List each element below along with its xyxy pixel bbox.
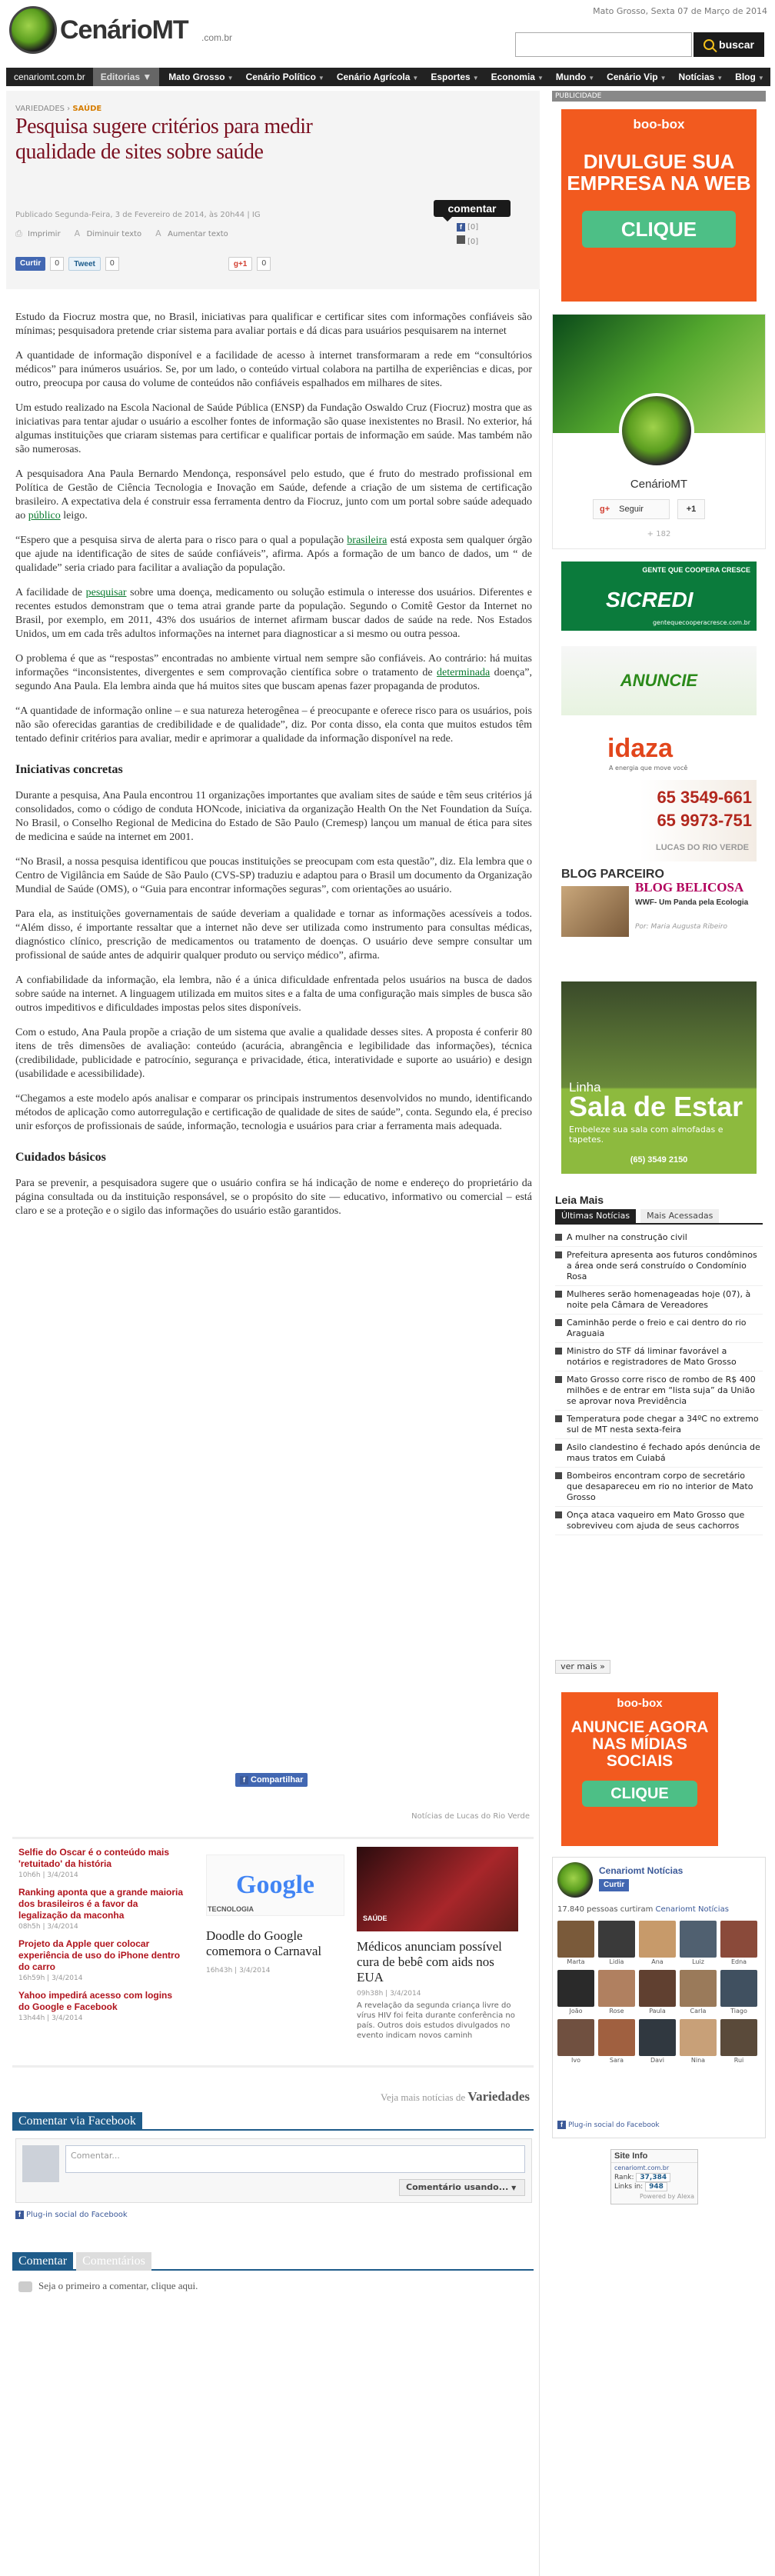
likebox-face[interactable]	[720, 1921, 757, 1965]
list-item-label[interactable]: Mulheres serão homenageadas hoje (07), à noite pela Câmara de Vereadores	[567, 1289, 751, 1310]
bullet-icon	[555, 1319, 562, 1326]
article-tools	[15, 229, 228, 238]
nav-item-label: Esportes	[431, 72, 471, 82]
face-name: Paula	[649, 2008, 666, 2014]
paragraph-text: O problema é que as “respostas” encontradas no ambiente virtual nem sempre são confiáveis. Ao contrário: há muitas informações “inconsistentes, divergentes e sem comprovação científica sobre o tratamento de	[15, 653, 532, 678]
ad-sala-de-estar[interactable]	[561, 981, 757, 1174]
face-avatar[interactable]	[557, 1921, 594, 1958]
tab-ultimas-noticias[interactable]: Últimas Notícias	[555, 1209, 636, 1223]
list-item[interactable]	[555, 1247, 763, 1286]
nav-item-label: Blog	[735, 72, 756, 82]
gplus-button[interactable]: g+1	[228, 257, 253, 271]
article-paragraph: A quantidade de informação disponível e a facilidade de acesso à internet transformaram a rede em “consultórios médicos” para inúmeros usuários. Se, por um lado, o conteúdo virtual colabora na partilha de experiências e dicas, por outro, preocupa por causa do volume de conteúdos não confiáveis espalhados em milhares de sites.	[15, 350, 532, 389]
likebox-face[interactable]	[598, 1970, 635, 2014]
chevron-down-icon: ▼	[757, 75, 764, 82]
idaza-brand: idaza	[607, 734, 674, 763]
idaza-tagline: A energia que move você	[609, 765, 688, 771]
list-item[interactable]	[555, 1229, 763, 1247]
face-avatar[interactable]	[680, 2019, 717, 2056]
article-paragraph: Estudo da Fiocruz mostra que, no Brasil, iniciativas para qualificar e certificar sites com informações confiáveis são mínimas; pesquisadora pretende criar sistema para avaliar portais e dá dicas para usuários pesquisarem na internet	[15, 312, 532, 337]
comment-tabs	[12, 2252, 534, 2271]
face-name: João	[569, 2008, 583, 2014]
inline-link[interactable]: brasileira	[347, 535, 388, 546]
logo-mark[interactable]	[9, 6, 57, 54]
siteinfo-links	[611, 2182, 697, 2191]
related-feature-aids[interactable]	[357, 1847, 518, 2041]
see-more-link[interactable]	[381, 2089, 530, 2104]
inline-link[interactable]: público	[28, 510, 61, 522]
face-name: Rose	[609, 2008, 624, 2014]
related-date: 08h5h | 3/4/2014	[18, 1923, 78, 1931]
fb-comments-title: Comentar via Facebook	[12, 2112, 142, 2131]
comment-using-label: Comentário usando...	[406, 2182, 509, 2192]
face-name: Luiz	[692, 1958, 704, 1965]
tab-comentar[interactable]: Comentar	[12, 2252, 73, 2271]
avatar	[22, 2145, 59, 2182]
sala-title: Sala de Estar	[569, 1091, 743, 1122]
article-paragraph: “No Brasil, a nossa pesquisa identificou que poucas instituições se preocupam com esta questão”, diz. Ela lembra que o Centro de Vigilância em Saúde de São Paulo (CVS-SP) traduziu e adaptou para o Brasil um documento da Organização Mundial de Saúde (OMS), o “Guia para encontrar informações seguras”, com orientações ao usuário.	[15, 856, 532, 895]
siteinfo-rank	[611, 2173, 697, 2182]
likebox-face[interactable]	[557, 1921, 594, 1965]
see-more-section: Variedades	[467, 2089, 530, 2104]
nav-item-cenario-politico[interactable]	[240, 68, 331, 86]
nav-item-label: Cenário Vip	[607, 72, 658, 82]
likebox-face[interactable]	[720, 2019, 757, 2064]
face-name: Lidia	[609, 1958, 624, 1965]
doodle-title[interactable]: Doodle do Google comemora o Carnaval	[206, 1928, 322, 1958]
likebox-face[interactable]	[720, 1970, 757, 2014]
bullet-icon	[555, 1415, 562, 1422]
sicredi-brand: SICREDI	[606, 588, 694, 612]
article-paragraph	[15, 534, 532, 575]
ad-idaza[interactable]	[561, 729, 757, 775]
article-header	[6, 91, 540, 289]
face-avatar[interactable]	[557, 2019, 594, 2056]
paragraph-text: está exposta sem qualquer órgão que ajude na identificação de sites de saúde confiáveis”, afirma. Após a formação de um banco de dados, um “ de qualidade” seria criado para facilitar a avaliação da população.	[15, 535, 533, 574]
article-paragraph	[15, 468, 532, 523]
face-name: Carla	[690, 2008, 707, 2014]
sala-phone: (65) 3549 2150	[630, 1155, 688, 1165]
face-avatar[interactable]	[639, 1921, 676, 1958]
decrease-text-tool[interactable]	[75, 229, 142, 238]
phone-2: 65 9973-751	[657, 811, 752, 830]
read-more-title: Leia Mais	[555, 1194, 604, 1206]
phone-1: 65 3549-661	[657, 788, 752, 807]
read-more-tabs	[555, 1209, 763, 1225]
share-row	[15, 257, 271, 271]
face-name: Ana	[651, 1958, 664, 1965]
likebox-face[interactable]	[639, 1970, 676, 2014]
list-item-label[interactable]: Asilo clandestino é fechado após denúncia de maus tratos em Cuiabá	[567, 1442, 760, 1463]
list-item[interactable]	[555, 1468, 763, 1507]
face-name: Tiago	[730, 2008, 747, 2014]
siteinfo-links-label: Links in:	[614, 2183, 644, 2191]
printer-icon: ⎙	[15, 228, 22, 238]
breadcrumb-prefix[interactable]: VARIEDADES	[15, 105, 65, 113]
article-body	[15, 311, 532, 1229]
logo-text[interactable]: CenárioMT	[60, 15, 188, 45]
chevron-down-icon: ▼	[412, 75, 419, 82]
list-item-label[interactable]: Temperatura pode chegar a 34ºC no extremo sul de MT nesta sexta-feira	[567, 1414, 759, 1435]
article-paragraph: Para se prevenir, a pesquisadora sugere que o usuário confira se há indicação de nome e endereço do proprietário da página consultada ou da instituição responsável, se o propósito do site — educativo, informativo ou comercial – está claro e se a proteção e o sigilo das informações do usuário estão garantidos.	[15, 1178, 532, 1217]
list-item[interactable]	[555, 1315, 763, 1343]
list-item-label[interactable]: A mulher na construção civil	[567, 1232, 687, 1242]
gplus-count: 0	[257, 257, 271, 271]
likebox-like-button[interactable]: Curtir	[599, 1879, 629, 1891]
nav-item-cenario-agricola[interactable]	[331, 68, 425, 86]
nav-item-cenario-vip[interactable]	[600, 68, 672, 86]
aids-date: 09h38h | 3/4/2014	[357, 1990, 421, 1998]
paragraph-text: A pesquisadora Ana Paula Bernardo Mendonça, responsável pelo estudo, que é fruto do mestrado profissional em Política de Gestão de Ciência Tecnologia e Inovação em Saúde, defende a criação de um sistema de certificação brasileiro. A expectativa dela é construir essa ferramenta dentro da Fiocruz, junto com um portal sobre saúde adequado ao	[15, 468, 532, 522]
search-icon	[703, 39, 714, 50]
bullet-icon	[555, 1376, 562, 1383]
facebook-icon: f	[557, 2121, 566, 2129]
face-name: Nina	[690, 2057, 706, 2064]
likebox-count	[557, 1905, 729, 1914]
read-more-list	[555, 1229, 763, 1535]
article-paragraph: Com o estudo, Ana Paula propõe a criação de um sistema que avalie a qualidade desses sites. A proposta é conferir 80 itens de três dimensões de avaliação: conteúdo (acurácia, abrangência e legibilidade das informações), técnica (credibilidade, publicidade e patrocínio, segurança e privacidade, ética, interatividade e suporte ao usuário) e design (usabilidade e acessibilidade).	[15, 1027, 532, 1080]
ad-label: PUBLICIDADE	[552, 91, 766, 102]
decrease-text-label: Diminuir texto	[86, 229, 142, 238]
bullet-icon	[555, 1472, 562, 1479]
face-avatar[interactable]	[720, 1921, 757, 1958]
see-more-button[interactable]: ver mais »	[555, 1660, 610, 1674]
aids-image[interactable]	[357, 1847, 518, 1931]
article-subheading: Iniciativas concretas	[15, 763, 123, 776]
fb-count-value: [0]	[467, 223, 479, 232]
fb-page-name[interactable]: CenárioMT	[630, 478, 688, 491]
face-name: Edna	[730, 1958, 747, 1965]
nav-item-label: Mundo	[555, 72, 587, 82]
nav-item-label: Notícias	[678, 72, 715, 82]
article-paragraph: A confiabilidade da informação, ela lembra, não é a única dificuldade enfrentada pelos usuários na busca de dados sobre saúde na internet. A linguagem utilizada em muitos sites e a falta de uma configuração mais simples de busca são outros impeditivos e dificuldades impostas pelos sites disponíveis.	[15, 975, 532, 1014]
published-date: Publicado Segunda-Feira, 3 de Fevereiro de 2014, às 20h44 | IG	[15, 211, 261, 219]
likebox-face[interactable]	[598, 1921, 635, 1965]
likebox-face[interactable]	[639, 1921, 676, 1965]
bullet-icon	[555, 1234, 562, 1241]
siteinfo-domain: cenariomt.com.br	[614, 2164, 670, 2171]
inline-link[interactable]: pesquisar	[85, 587, 127, 598]
likebox-face[interactable]	[598, 2019, 635, 2064]
nav-item-label: Mato Grosso	[168, 72, 225, 82]
gplus-count: + 182	[647, 530, 671, 538]
list-item[interactable]	[18, 1887, 186, 1931]
bullet-icon	[555, 1251, 562, 1258]
search-button-label: buscar	[719, 38, 754, 51]
gplus-plus-button[interactable]: +1	[677, 499, 705, 519]
face-avatar[interactable]	[598, 1970, 635, 2007]
nav-item-mundo[interactable]	[550, 68, 600, 86]
ad-sicredi[interactable]	[561, 562, 757, 631]
ad-logo: boo-box	[617, 1697, 663, 1710]
face-name: Sara	[609, 2057, 624, 2064]
ad-click-button[interactable]: CLIQUE	[582, 211, 736, 248]
likebox-face[interactable]	[680, 1921, 717, 1965]
increase-text-label: Aumentar texto	[168, 229, 228, 238]
related-title[interactable]: Yahoo impedirá acesso com logins do Google e Facebook	[18, 1990, 173, 2012]
related-title[interactable]: Ranking aponta que a grande maioria dos brasileiros é a favor da legalização da maconha	[18, 1887, 184, 1921]
nav-item-economia[interactable]	[485, 68, 550, 86]
facebook-like-button[interactable]: Curtir	[15, 257, 45, 271]
likebox-face[interactable]	[557, 1970, 594, 2014]
article-paragraph: “A quantidade de informação online – e sua natureza heterogênea – é preocupante e oferece risco para os usuários, pois não são oferecidas garantias de credibilidade e de qualidade”, diz. Por conta disso, ela conta que muitos estudos têm tentado definir critérios para avaliar, medir e aprimorar a qualidade da informação disponível na rede.	[15, 705, 532, 745]
logo-suffix: .com.br	[201, 32, 233, 43]
article-paragraph: Um estudo realizado na Escola Nacional de Saúde Pública (ENSP) da Fundação Oswaldo Cruz (Fiocruz) mostra que as iniciativas para tentar ajudar o usuário a escolher fontes de informação são quase inexistentes no Brasil. No exterior, há algumas instituições que criaram sistemas para certificar e qualificar portais de informação em saúde. Mas também não são numerosas.	[15, 402, 532, 455]
doodle-date: 16h43h | 3/4/2014	[206, 1967, 271, 1974]
face-avatar[interactable]	[639, 1970, 676, 2007]
breadcrumb-section[interactable]: SAÚDE	[72, 105, 102, 113]
search-button[interactable]	[694, 32, 764, 57]
likebox-face[interactable]	[639, 2019, 676, 2064]
paragraph-text: A facilidade de	[15, 587, 86, 598]
comment-icon	[457, 235, 465, 244]
nav-item-noticias[interactable]	[673, 68, 730, 86]
related-date: 16h59h | 3/4/2014	[18, 1974, 83, 1982]
list-item-label[interactable]: Bombeiros encontram corpo de secretário que desapareceu em rio no interior de Mato Grosso	[567, 1471, 753, 1502]
fb-plugin-label: Plug-in social do Facebook	[26, 2211, 128, 2219]
ad-click-button[interactable]: CLIQUE	[582, 1781, 697, 1807]
blog-partner[interactable]	[561, 868, 757, 938]
fb-count-row	[457, 223, 478, 232]
face-avatar[interactable]	[680, 1921, 717, 1958]
chevron-down-icon: ▼	[472, 75, 479, 82]
list-item-label[interactable]: Ministro do STF dá liminar favorável a notários e registradores de Mato Grosso	[567, 1346, 737, 1367]
likebox-page-name[interactable]: Cenariomt Notícias	[599, 1865, 684, 1876]
first-comment-link[interactable]	[18, 2280, 198, 2292]
face-avatar[interactable]	[680, 1970, 717, 2007]
related-title[interactable]: Projeto da Apple quer colocar experiência de uso do iPhone dentro do carro	[18, 1938, 181, 1972]
fb-page-logo[interactable]	[619, 393, 694, 468]
comment-input[interactable]: Comentar...	[65, 2145, 525, 2173]
facebook-icon: f	[457, 223, 465, 232]
alexa-site-info[interactable]	[610, 2149, 698, 2204]
article-paragraph	[15, 586, 532, 642]
face-name: Rui	[733, 2057, 744, 2064]
sicredi-slogan: GENTE QUE COOPERA CRESCE	[642, 566, 750, 574]
ad-boo-box-social[interactable]	[561, 1692, 718, 1846]
chevron-down-icon: ▼	[227, 75, 234, 82]
fb-page-box	[552, 314, 766, 549]
comment-count-value: [0]	[467, 238, 479, 246]
tab-comentarios[interactable]: Comentários	[76, 2252, 151, 2271]
header	[0, 0, 775, 66]
face-avatar[interactable]	[720, 2019, 757, 2056]
list-item[interactable]	[555, 1286, 763, 1315]
aids-tag: SAÚDE	[363, 1915, 388, 1922]
related-date: 13h44h | 3/4/2014	[18, 2014, 83, 2022]
nav-item-mato-grosso[interactable]	[162, 68, 239, 86]
facebook-icon: f	[15, 2211, 24, 2219]
ad-boo-box[interactable]	[561, 109, 757, 302]
text-increase-icon: A	[155, 228, 161, 238]
fb-plugin-link[interactable]	[15, 2211, 128, 2219]
blog-image[interactable]	[561, 886, 629, 937]
article-paragraph: “Chegamos a este modelo após analisar e comparar os principais instrumentos desenvolvidos no mundo, identificando métodos de aplicação como autorregulação e certificação de qualidade de sites de saúde”, conta. Segundo ela, é preciso unir esforços de profissionais de saúde, informação, tecnologia e usuários para criar a ferramenta mais adequada.	[15, 1093, 532, 1132]
face-avatar[interactable]	[598, 2019, 635, 2056]
fb-comments-header	[12, 2112, 534, 2131]
nav-item-blog[interactable]	[729, 68, 770, 86]
list-item[interactable]	[555, 1343, 763, 1371]
search-input[interactable]	[515, 32, 692, 57]
page-title: Pesquisa sugere critérios para medir qualidade de sites sobre saúde	[15, 115, 313, 164]
list-item[interactable]	[555, 1439, 763, 1468]
text-decrease-icon: A	[74, 228, 81, 238]
bullet-icon	[555, 1291, 562, 1298]
siteinfo-title: Site Info	[611, 2150, 697, 2163]
article-paragraph: Para ela, as instituições governamentais de saúde deveriam a qualidade e tornar as informações acessíveis a todos. “Além disso, é importante ressaltar que a internet não deve ser utilizada como instrumento para consultas médicas, diagnóstico clínico, prescrição de medicamentos ou tratamento de doenças. O usuário deve sempre consultar um profissional de saúde antes de adquirir qualquer produto ou serviço médico”, afirma.	[15, 908, 532, 961]
related-feature-doodle[interactable]	[206, 1855, 344, 1974]
paragraph-text: doença”, segundo Ana Paula. Ela lembra ainda que há muitos sites que buscam apenas fazer propaganda de produtos.	[15, 667, 532, 692]
bullet-icon	[555, 1444, 562, 1451]
inline-link[interactable]: determinada	[437, 667, 491, 678]
aids-title[interactable]: Médicos anunciam possível cura de bebê com aids nos EUA	[357, 1939, 502, 1984]
related-news	[12, 1837, 534, 2068]
siteinfo-powered: Powered by Alexa	[639, 2193, 694, 2200]
chevron-down-icon: ▼	[588, 75, 595, 82]
comment-using-dropdown[interactable]	[399, 2179, 525, 2196]
bullet-icon	[555, 1348, 562, 1355]
chevron-down-icon: ▼	[717, 75, 723, 82]
list-item[interactable]	[555, 1371, 763, 1411]
related-date: 10h6h | 3/4/2014	[18, 1871, 78, 1879]
aids-snippet: A revelação da segunda criança livre do vírus HIV foi feita durante conferência no país. Outros dois estudos divulgados no evento indicam novos caminh	[357, 2001, 515, 2040]
sicredi-url: gentequecooperacresce.com.br	[652, 619, 750, 626]
face-name: Marta	[567, 1958, 585, 1965]
siteinfo-links-value: 948	[645, 2182, 667, 2191]
list-item-label[interactable]: Prefeitura apresenta aos futuros condôminos a área onde será construído o Condomínio Rosa	[567, 1250, 757, 1281]
ad-headline: ANUNCIE AGORA NAS MÍDIAS SOCIAIS	[570, 1718, 709, 1770]
paragraph-text: sobre uma doença, medicamento ou solução estimula o interesse dos usuários. Diferentes e recentes estudos demonstram que o tema atrai grande parte da população. Segundo o Comitê Gestor da Internet no Brasil, por exemplo, em 2011, 43% dos usuários de internet afirmam buscar dados de saúde na rede. Nos Estados Unidos, um em cada três adultos informações na internet para diagnosticar a si mesmo ou outra pessoa.	[15, 587, 532, 640]
article-subheading: Cuidados básicos	[15, 1151, 106, 1164]
list-item[interactable]	[18, 1847, 186, 1879]
list-item-label[interactable]: Mato Grosso corre risco de rombo de R$ 400 milhões e de entrar em “lista suja” da União se aprovar nova Previdência	[567, 1375, 756, 1406]
main-column	[6, 91, 540, 2576]
likebox-faces	[557, 1921, 759, 2064]
chevron-down-icon: ▼	[142, 72, 152, 82]
doodle-tag: TECNOLOGIA	[208, 1905, 254, 1913]
list-item-label[interactable]: Caminhão perde o freio e cai dentro do rio Araguaia	[567, 1318, 747, 1338]
article-paragraph: Durante a pesquisa, Ana Paula encontrou 11 organizações importantes que avaliam sites de saúde e têm seus critérios já consolidados, como o código de conduta HONcode, iniciativa da organização Health On the Net Foundation da Suíça. No Brasil, o Conselho Regional de Medicina do Estado de São Paulo (Cremesp) lançou um manual de ética para sites de medicina e saúde na internet em 2001.	[15, 790, 532, 843]
date-line: Mato Grosso, Sexta 07 de Março de 2014	[593, 6, 767, 16]
face-avatar[interactable]	[720, 1970, 757, 2007]
ad-logo: boo-box	[633, 117, 685, 132]
likebox-count-prefix: 17.840 pessoas curtiram	[557, 1905, 654, 1914]
see-more-prefix: Veja mais notícias de	[381, 2091, 466, 2103]
face-avatar[interactable]	[557, 1970, 594, 2007]
comment-box	[15, 2138, 532, 2203]
chevron-down-icon: ▼	[511, 2184, 517, 2191]
breadcrumb: VARIEDADES › SAÚDE	[15, 105, 102, 113]
related-title[interactable]: Selfie do Oscar é o conteúdo mais 'retuitado' da história	[18, 1847, 170, 1869]
tweet-button[interactable]: Tweet	[68, 257, 101, 271]
nav-editorias[interactable]	[93, 68, 160, 86]
list-item[interactable]	[555, 1411, 763, 1439]
facebook-share-button[interactable]	[235, 1773, 308, 1787]
tab-mais-acessadas[interactable]: Mais Acessadas	[640, 1209, 719, 1223]
like-count: 0	[50, 257, 64, 271]
likebox-plugin-label: Plug-in social do Facebook	[568, 2121, 660, 2129]
likebox-page-logo[interactable]	[557, 1862, 593, 1898]
bullet-icon	[555, 1511, 562, 1518]
nav-item-label: Cenário Agrícola	[336, 72, 411, 82]
likebox-face[interactable]	[557, 2019, 594, 2064]
paragraph-text: leigo.	[60, 510, 88, 522]
nav-site-link[interactable]: cenariomt.com.br	[6, 68, 93, 86]
doodle-image-text: Google	[236, 1871, 314, 1899]
chevron-down-icon: ▼	[318, 75, 324, 82]
speech-bubble-icon	[18, 2281, 32, 2292]
likebox-face[interactable]	[680, 2019, 717, 2064]
lucas-name: LUCAS DO RIO VERDE	[655, 843, 749, 852]
blog-author: Por: Maria Augusta Ribeiro	[635, 923, 727, 931]
gplus-follow-label: Seguir	[619, 505, 644, 514]
chevron-down-icon: ▼	[660, 75, 667, 82]
increase-text-tool[interactable]	[155, 229, 228, 238]
facebook-share-label: Compartilhar	[251, 1775, 304, 1785]
nav-editorias-label: Editorias	[100, 72, 141, 82]
gplus-follow-button[interactable]	[593, 499, 670, 519]
list-item[interactable]	[18, 1938, 186, 1982]
navbar	[6, 68, 770, 86]
blog-name[interactable]: BLOG BELICOSA	[635, 880, 744, 895]
article-paragraph	[15, 652, 532, 694]
nav-item-label: Economia	[491, 72, 535, 82]
facebook-icon: f	[240, 1776, 248, 1785]
list-item-label[interactable]: Onça ataca vaqueiro em Mato Grosso que sobreviveu com ajuda de seus cachorros	[567, 1510, 745, 1531]
list-item[interactable]	[18, 1990, 186, 2022]
fb-likebox	[552, 1857, 766, 2138]
print-tool-label: Imprimir	[28, 229, 61, 238]
gplus-icon: g+	[600, 505, 610, 514]
print-tool[interactable]	[15, 229, 61, 238]
face-avatar[interactable]	[639, 2019, 676, 2056]
related-list	[18, 1847, 186, 2030]
ad-headline: DIVULGUE SUA EMPRESA NA WEB	[567, 150, 751, 195]
siteinfo-rank-label: Rank:	[614, 2174, 634, 2181]
ad-anuncie[interactable]: ANUNCIE	[561, 646, 757, 715]
likebox-plugin-link[interactable]	[557, 2121, 660, 2129]
blog-post-title[interactable]: WWF- Um Panda pela Ecologia	[635, 898, 749, 907]
face-name: Davi	[650, 2057, 665, 2064]
blog-label: BLOG PARCEIRO	[561, 868, 664, 881]
siteinfo-rank-value: 37,384	[636, 2173, 670, 2182]
sala-text: Embeleze sua sala com almofadas e tapetes.	[569, 1125, 723, 1145]
sala-line: Linha	[569, 1080, 601, 1095]
paragraph-text: “Espero que a pesquisa sirva de alerta para o risco para o qual a população	[15, 535, 348, 546]
likebox-face[interactable]	[680, 1970, 717, 2014]
first-comment-label: Seja o primeiro a comentar, clique aqui.	[38, 2280, 198, 2291]
face-avatar[interactable]	[598, 1921, 635, 1958]
list-item[interactable]	[555, 1507, 763, 1535]
ad-lucas[interactable]	[561, 780, 757, 861]
chevron-down-icon: ▼	[537, 75, 544, 82]
nav-item-esportes[interactable]	[424, 68, 484, 86]
article-credit[interactable]: Notícias de Lucas do Rio Verde	[411, 1812, 530, 1821]
comment-count-row	[457, 235, 478, 246]
nav-item-label: Cenário Político	[245, 72, 316, 82]
face-name: Ivo	[571, 2057, 580, 2064]
likebox-count-page[interactable]: Cenariomt Notícias	[655, 1905, 729, 1914]
comment-badge[interactable]: comentar	[434, 200, 511, 217]
tweet-count: 0	[105, 257, 119, 271]
